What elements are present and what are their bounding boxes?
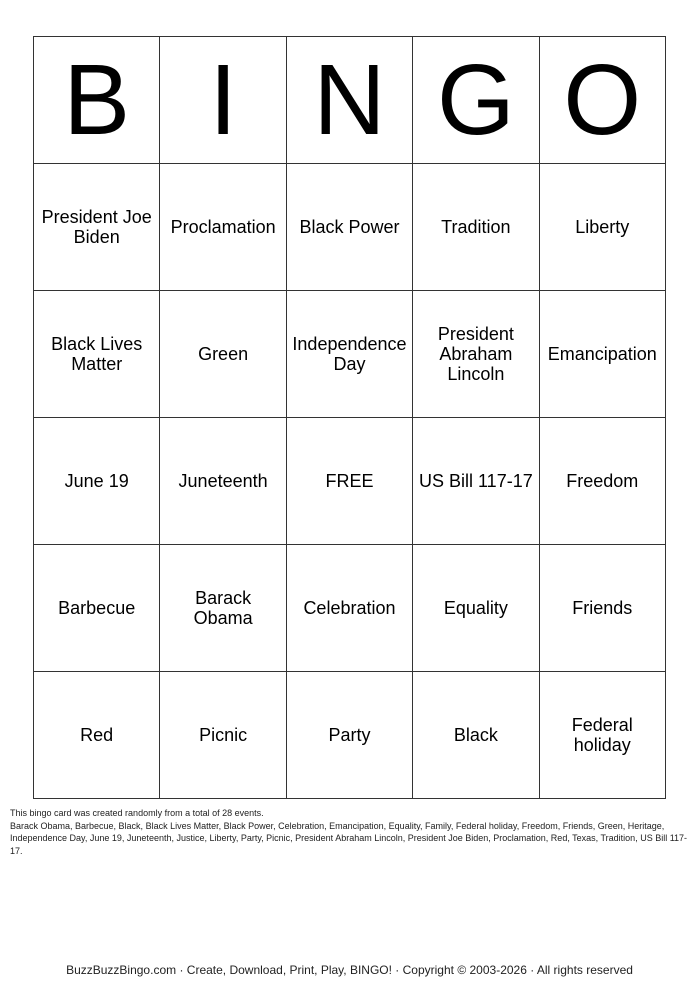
bingo-cell: June 19 — [34, 418, 160, 545]
bingo-cell: Party — [286, 672, 412, 799]
bingo-cell: Green — [160, 291, 286, 418]
bingo-row-5 — [34, 672, 666, 799]
header-letter-g: G — [413, 37, 539, 164]
bingo-cell: Black — [413, 672, 539, 799]
bingo-cell: Barack Obama — [160, 545, 286, 672]
card-info — [10, 807, 690, 857]
bingo-header-row — [34, 37, 666, 164]
bingo-cell: Federal holiday — [539, 672, 665, 799]
bingo-cell: Black Power — [286, 164, 412, 291]
bingo-row-2 — [34, 291, 666, 418]
header-letter-b: B — [34, 37, 160, 164]
bingo-cell: Friends — [539, 545, 665, 672]
card-info-summary: This bingo card was created randomly from a total of 28 events. — [10, 808, 264, 818]
bingo-cell: Liberty — [539, 164, 665, 291]
bingo-card — [33, 36, 666, 799]
header-letter-i: I — [160, 37, 286, 164]
bingo-cell: Freedom — [539, 418, 665, 545]
bingo-cell: Barbecue — [34, 545, 160, 672]
page-footer: BuzzBuzzBingo.com · Create, Download, Print, Play, BINGO! · Copyright © 2003-2026 · All rights reserved — [66, 963, 633, 977]
bingo-cell: Black Lives Matter — [34, 291, 160, 418]
bingo-cell: Red — [34, 672, 160, 799]
card-info-event-list: Barack Obama, Barbecue, Black, Black Lives Matter, Black Power, Celebration, Emancipation, Equality, Family, Federal holiday, Freedom, Friends, Green, Heritage, Independence Day, June 19, Juneteenth, Justice, Liberty, Party, Picnic, President Abraham Lincoln, President Joe Biden, Proclamation, Red, Texas, Tradition, US Bill 117-17. — [10, 820, 688, 856]
bingo-cell: Proclamation — [160, 164, 286, 291]
bingo-cell: Celebration — [286, 545, 412, 672]
bingo-cell: Emancipation — [539, 291, 665, 418]
bingo-cell: Juneteenth — [160, 418, 286, 545]
bingo-cell: Equality — [413, 545, 539, 672]
bingo-row-1 — [34, 164, 666, 291]
bingo-row-3 — [34, 418, 666, 545]
bingo-cell: President Joe Biden — [34, 164, 160, 291]
bingo-cell: US Bill 117-17 — [413, 418, 539, 545]
header-letter-o: O — [539, 37, 665, 164]
header-letter-n: N — [286, 37, 412, 164]
bingo-cell: Independence Day — [286, 291, 412, 418]
bingo-row-4 — [34, 545, 666, 672]
bingo-free-cell: FREE — [286, 418, 412, 545]
bingo-cell: Tradition — [413, 164, 539, 291]
bingo-cell: Picnic — [160, 672, 286, 799]
bingo-cell: President Abraham Lincoln — [413, 291, 539, 418]
